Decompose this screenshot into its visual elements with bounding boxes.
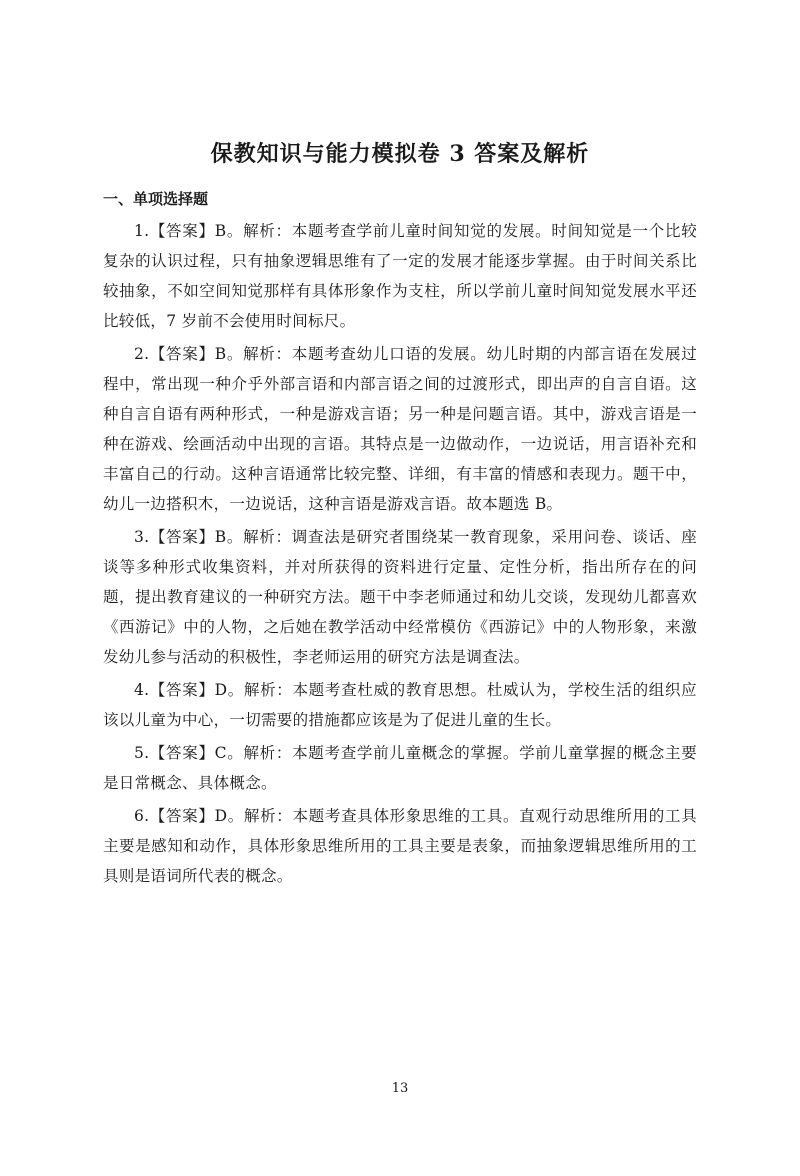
answer-item-3: 3.【答案】B。解析：调查法是研究者围绕某一教育现象，采用问卷、谈话、座谈等多种形式收集资料，并对所获得的资料进行定量、定性分析，指出所存在的问题，提出教育建议的一种研究方法。题干中李老师通过和幼儿交谈，发现幼儿都喜欢《西游记》中的人物，之后她在教学活动中经常模仿《西游记》中的人物形象，来激发幼儿参与活动的积极性，李老师运用的研究方法是调查法。: [103, 528, 697, 666]
page-title: 保教知识与能力模拟卷 3 答案及解析: [210, 141, 590, 167]
section-heading: 一、单项选择题: [103, 190, 209, 208]
page-number: 13: [391, 1081, 409, 1096]
answer-list: [103, 216, 697, 894]
answer-item-2: 2.【答案】B。解析：本题考查幼儿口语的发展。幼儿时期的内部言语在发展过程中，常出现一种介乎外部言语和内部言语之间的过渡形式，即出声的自言自语。这种自言自语有两种形式，一种是游戏言语；另一种是问题言语。其中，游戏言语是一种在游戏、绘画活动中出现的言语。其特点是一边做动作，一边说话，用言语补充和丰富自己的行动。这种言语通常比较完整、详细，有丰富的情感和表现力。题干中，幼儿一边搭积木，一边说话，这种言语是游戏言语。故本题选 B。: [103, 345, 697, 513]
answer-item-4: 4.【答案】D。解析：本题考查杜威的教育思想。杜威认为，学校生活的组织应该以儿童为中心，一切需要的措施都应该是为了促进儿童的生长。: [103, 681, 697, 729]
answer-item-1: 1.【答案】B。解析：本题考查学前儿童时间知觉的发展。时间知觉是一个比较复杂的认识过程，只有抽象逻辑思维有了一定的发展才能逐步掌握。由于时间关系比较抽象，不如空间知觉那样有具体形象作为支柱，所以学前儿童时间知觉发展水平还比较低，7 岁前不会使用时间标尺。: [103, 222, 697, 330]
answer-item-6: 6.【答案】D。解析：本题考查具体形象思维的工具。直观行动思维所用的工具主要是感知和动作，具体形象思维所用的工具主要是表象，而抽象逻辑思维所用的工具则是语词所代表的概念。: [103, 807, 697, 885]
answer-item-5: 5.【答案】C。解析：本题考查学前儿童概念的掌握。学前儿童掌握的概念主要是日常概念、具体概念。: [103, 744, 697, 792]
